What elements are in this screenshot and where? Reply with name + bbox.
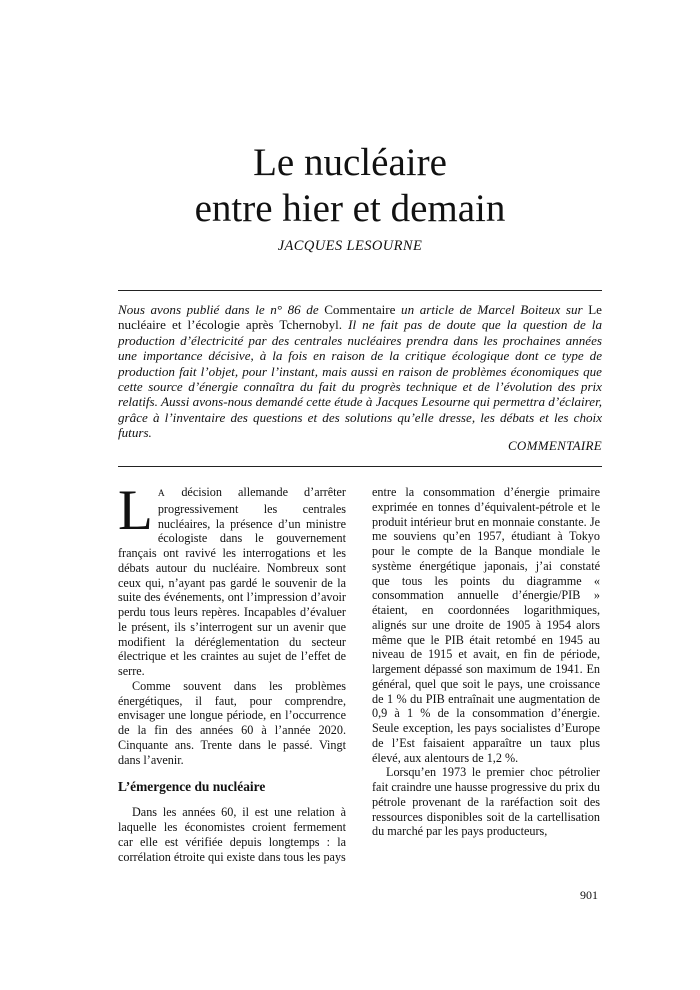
paragraph-1 (118, 479, 346, 679)
paragraph-3-continued: entre la consommation d’énergie primaire exprimée en tonnes d’équivalent-pétrole et le produit intérieur brut en monnaie constante. Je me souviens qu’en 1957, étudiant à Tokyo pour le compte de la Banque mondiale le système énergétique japonais, j’ai constaté que tous les points du diagramme « consommation annuelle d’énergie/PIB » étaient, en coordonnées logarithmiques, alignés sur une droite de 1905 à 1954 alors même que le PIB était retombé en 1945 au niveau de 1915 et avait, en fin de période, largement dépassé son maximum de 1941. En général, quel que soit le pays, une croissance de 1 % du PIB entraînait une augmentation de 0,9 à 1 % de la consommation d’énergie. Seule exception, les pays socialistes d’Europe de l’Est faisaient apparaître un taux plus élevé, aux alentours de 1,2 %. (372, 485, 600, 765)
page-number: 901 (580, 888, 598, 902)
drop-cap: L (118, 479, 153, 542)
intro-article-reference: Le nucléaire et l’écologie après Tchernobyl. (118, 302, 602, 333)
paragraph-3: Dans les années 60, il est une relation à laquelle les économistes croient fermement car elle est vérifiée depuis longtemps : la corrélation étroite qui existe dans tous les pays (118, 805, 346, 864)
editorial-intro (118, 302, 602, 441)
intro-journal-name: Commentaire (324, 302, 396, 317)
small-caps-lead: A (157, 489, 166, 499)
article-title (0, 140, 700, 232)
body-column-left (118, 479, 346, 864)
intro-part-1: Nous avons publié dans le n° 86 de (118, 302, 325, 317)
author-name: JACQUES LESOURNE (277, 238, 423, 254)
intro-part-2: un article de Marcel Boiteux sur (395, 302, 589, 317)
intro-bottom-rule (118, 466, 602, 467)
intro-signature: COMMENTAIRE (507, 438, 602, 453)
section-heading: L’émergence du nucléaire (118, 779, 266, 795)
intro-top-rule (118, 290, 602, 291)
body-column-right (372, 485, 600, 839)
intro-part-3: Il ne fait pas de doute que la question de la production d’électricité par des centrales nucléaires prendra dans les prochaines années une importance décisive, à la fois en raison de la critique écologique dont ce type de production fait l’objet, pour l’instant, mais aussi en raison de problèmes économiques que cette source d’énergie connaîtra du fait du progrès technique et de l’évolution des prix relatifs. Aussi avons-nous demandé cette étude à Jacques Lesourne qui permettra d’éclairer, grâce à l’inventaire des questions et des solutions qu’elle dresse, les débats et les choix futurs. (118, 317, 602, 441)
title-line-1: Le nucléaire (253, 141, 447, 184)
paragraph-2: Comme souvent dans les problèmes énergétiques, il faut, pour comprendre, envisager une longue période, en l’occurrence de la fin des années 60 à l’année 2020. Cinquante ans. Trente dans le passé. Vingt dans l’avenir. (118, 678, 346, 767)
title-line-2: entre hier et demain (194, 187, 506, 230)
paragraph-4: Lorsqu’en 1973 le premier choc pétrolier fait craindre une hausse progressive du prix du pétrole provenant de la raréfaction soit des ressources disponibles soit de la cartellisation du marché par les pays producteurs, (372, 765, 600, 839)
paragraph-1-text: décision allemande d’arrêter progressivement les centrales nucléaires, la présence d’un ministre écologiste dans le gouvernement français ont ravivé les interrogations et les débats autour du nucléaire. Nombreux sont ceux qui, n’ayant pas gardé le souvenir de la suite des événements, ont l’impression d’avoir perdu tous leurs repères. Incapables d’évaluer le présent, ils s’interrogent sur un avenir que modifient la déréglementation du secteur électrique et les craintes au sujet de l’effet de serre. (118, 485, 346, 678)
